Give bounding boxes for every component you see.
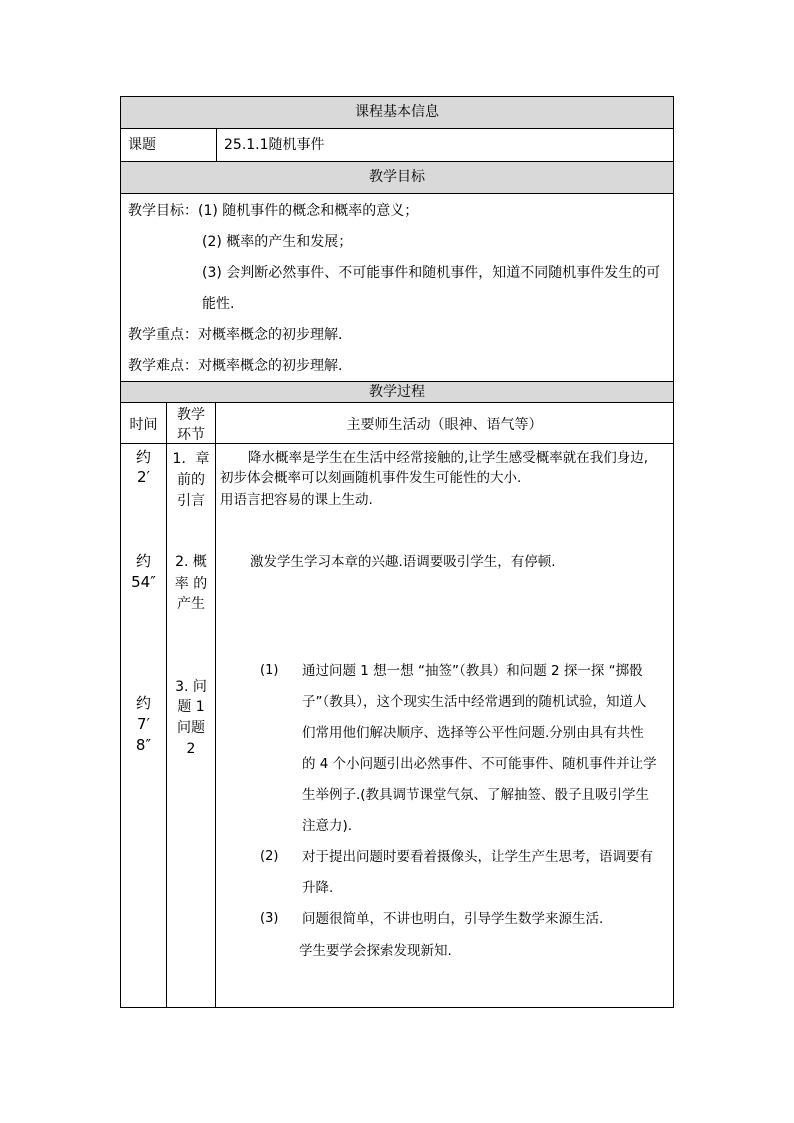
objective-line-2: (2) 概率的产生和发展； — [202, 234, 353, 250]
key-point: 教学重点：对概率概念的初步理解. — [128, 327, 343, 343]
topic-value: 25.1.1随机事件 — [224, 137, 325, 153]
row1-activity-1: 降水概率是学生在生活中经常接触的,让学生感受概率就在我们身边, — [248, 450, 649, 466]
row3-time-2: 7′ — [137, 715, 150, 733]
row2-step-1: 2. 概 — [175, 554, 207, 570]
item1-line-5: 生举例子.(教具调节课堂气氛、了解抽签、骰子且吸引学生 — [302, 787, 650, 803]
row2-activity-1: 激发学生学习本章的兴趣.语调要吸引学生，有停顿. — [250, 554, 556, 570]
lesson-plan-table — [120, 96, 674, 1008]
course-info-header-text: 课程基本信息 — [355, 104, 439, 120]
item2-line-2: 升降. — [302, 880, 334, 896]
objectives-header — [121, 162, 673, 194]
row2-time-1: 约 — [135, 552, 151, 570]
objective-line-1: 教学目标：(1) 随机事件的概念和概率的意义； — [128, 203, 419, 219]
item1-line-3: 们常用他们解决顺序、选择等公平性问题.分别由具有共性 — [302, 725, 644, 741]
objective-line-3: (3) 会判断必然事件、不可能事件和随机事件，知道不同随机事件发生的可 — [202, 265, 661, 281]
objectives-header-text: 教学目标 — [369, 169, 425, 185]
row2-step-2: 率 的 — [174, 576, 208, 592]
column-divider-step — [215, 403, 216, 1007]
col-header-time: 时间 — [129, 417, 158, 433]
row1-step-3: 引言 — [177, 493, 205, 509]
topic-divider — [216, 129, 217, 161]
col-header-activity: 主要师生活动（眼神、语气等） — [346, 417, 543, 433]
col-header-step-2: 环节 — [177, 427, 205, 443]
row2-time-2: 54″ — [131, 573, 156, 591]
row1-activity-3: 用语言把容易的课上生动. — [220, 492, 373, 508]
row1-time-2: 2′ — [137, 468, 150, 486]
row3-step-2: 题 1 — [177, 699, 205, 715]
item1-line-1: 通过问题 1 想一想 “抽签”（教具）和问题 2 探一探 “掷骰 — [302, 663, 643, 679]
row3-time-1: 约 — [135, 694, 151, 712]
process-header — [121, 382, 673, 403]
row3-step-3: 问题 — [177, 720, 205, 736]
item1-line-2: 子”（教具），这个现实生活中经常遇到的随机试验，知道人 — [302, 694, 647, 710]
item2-number: (2) — [260, 849, 279, 864]
item1-number: (1) — [260, 663, 279, 678]
item2-line-1: 对于提出问题时要看着摄像头，让学生产生思考，语调要有 — [302, 849, 653, 865]
row1-step-1: 1．章 — [172, 451, 210, 467]
col-header-step-1: 教学 — [177, 407, 205, 423]
row1-activity-2: 初步体会概率可以刻画随机事件发生可能性的大小. — [220, 470, 522, 486]
item3-number: (3) — [260, 911, 279, 926]
item1-line-6: 注意力). — [302, 818, 353, 834]
item1-line-4: 的 4 个小问题引出必然事件、不可能事件、随机事件并让学 — [302, 756, 657, 772]
closing-line: 学生要学会探索发现新知. — [299, 943, 452, 959]
row3-time-3: 8″ — [135, 736, 152, 754]
row1-time-1: 约 — [135, 448, 151, 466]
topic-label: 课题 — [128, 137, 156, 153]
course-info-header — [121, 97, 673, 129]
difficult-point: 教学难点：对概率概念的初步理解. — [128, 358, 343, 374]
row2-step-3: 产生 — [177, 596, 205, 612]
row3-step-4: 2 — [186, 741, 196, 757]
objective-line-3-cont: 能性. — [202, 296, 235, 312]
divider — [121, 443, 673, 444]
row1-step-2: 前的 — [177, 472, 205, 488]
row3-step-1: 3. 问 — [175, 679, 207, 695]
item3-line-1: 问题很简单，不讲也明白，引导学生数学来源生活. — [302, 911, 604, 927]
process-header-text: 教学过程 — [369, 384, 425, 400]
